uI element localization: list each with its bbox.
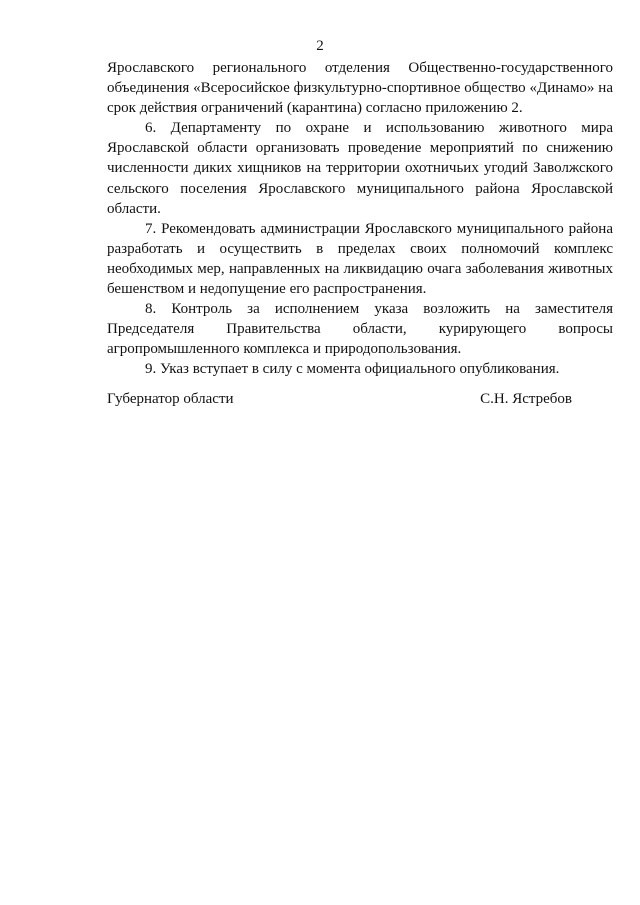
signature-name: С.Н. Ястребов [480,391,572,407]
signature-block [107,390,572,408]
paragraph-item-6: 6. Департаменту по охране и использованию животного мира Ярославской области организовать проведение мероприятий по снижению численности диких хищников на территории охотничьих угодий Заволжского сельского поселения Ярославского муниципального района Ярославской области. [107,120,613,217]
paragraph-item-7: 7. Рекомендовать администрации Ярославского муниципального района разработать и осуществить в пределах своих полномочий комплекс необходимых мер, направленных на ликвидацию очага заболевания животных бешенством и недопущение его распространения. [107,220,613,298]
paragraph-item-8: 8. Контроль за исполнением указа возложить на заместителя Председателя Правительства области, курирующего вопросы агропромышленного комплекса и природопользования. [107,301,613,358]
document-body [107,58,613,380]
page-number: 2 [316,38,324,54]
paragraph-continuation: Ярославского регионального отделения Общественно-государственного объединения «Всеросийское физкультурно-спортивное общество «Динамо» на срок действия ограничений (карантина) согласно приложению 2. [107,60,613,117]
signature-position: Губернатор области [107,391,234,407]
paragraph-item-9: 9. Указ вступает в силу с момента официального опубликования. [145,361,560,378]
